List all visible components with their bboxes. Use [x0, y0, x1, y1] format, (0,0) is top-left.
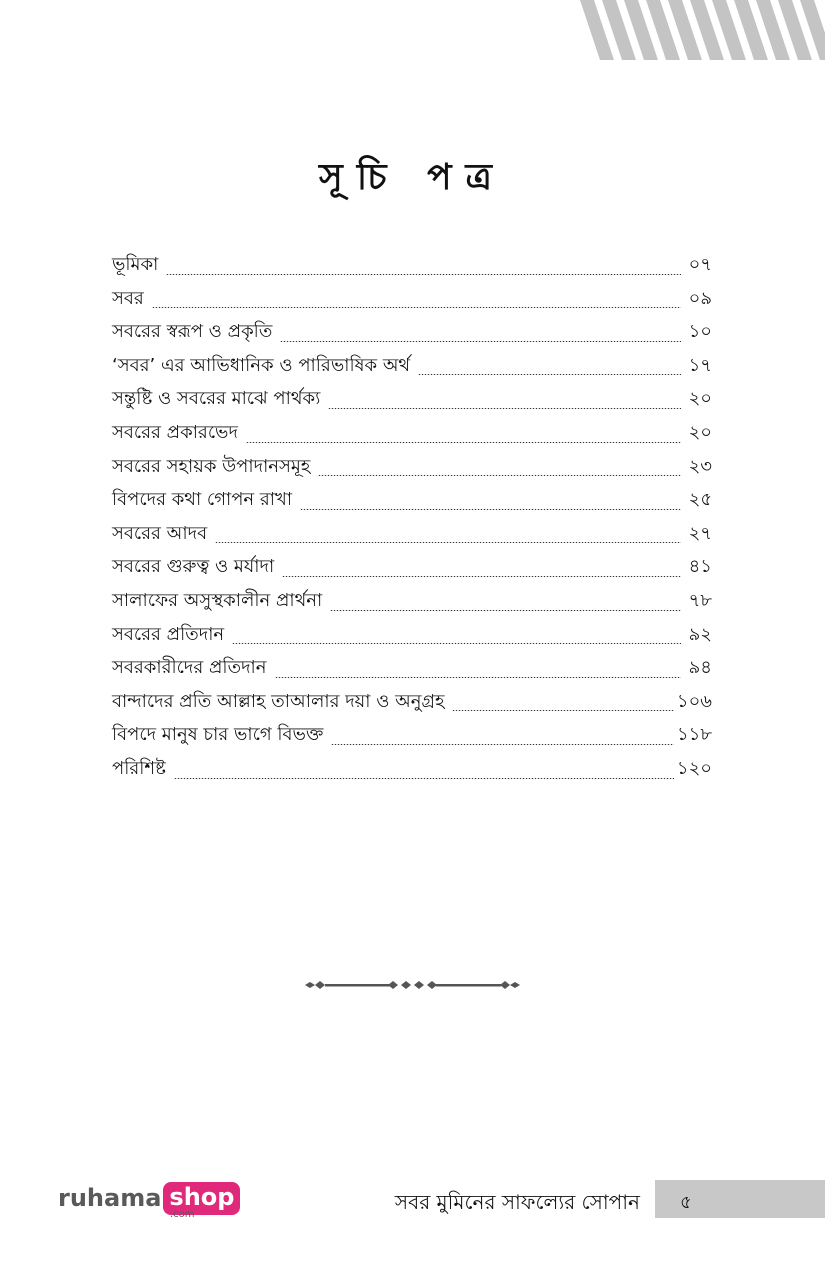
toc-entry-page: ৭৮ — [688, 589, 712, 611]
footer-book-title: সবর মুমিনের সাফল্যের সোপান — [394, 1190, 640, 1214]
toc-dot-leader — [418, 374, 681, 375]
toc-entry-label: সন্তুষ্টি ও সবরের মাঝে পার্থক্য — [112, 388, 321, 410]
toc-row — [112, 317, 712, 351]
toc-entry-page: ৪১ — [688, 556, 712, 578]
toc-row — [112, 519, 712, 553]
toc-entry-label: সবরের প্রকারভেদ — [112, 421, 238, 443]
toc-row — [112, 620, 712, 654]
toc-entry-label: সবরের স্বরূপ ও প্রকৃতি — [112, 321, 273, 343]
toc-row — [112, 586, 712, 620]
toc-dot-leader — [275, 677, 682, 678]
toc-entry-page: ১০৬ — [676, 690, 712, 712]
toc-dot-leader — [174, 778, 674, 779]
toc-entry-label: সবরের প্রতিদান — [112, 623, 225, 645]
toc-dot-leader — [232, 643, 681, 644]
toc-entry-page: ২০ — [688, 388, 712, 410]
page-title: সূচি পত্র — [319, 157, 506, 198]
toc-dot-leader — [152, 307, 681, 308]
toc-entry-page: ২৭ — [688, 522, 712, 544]
corner-stripes-decoration — [580, 0, 825, 60]
toc-row — [112, 754, 712, 788]
publisher-logo — [58, 1178, 240, 1218]
toc-entry-label: বান্দাদের প্রতি আল্লাহ তাআলার দয়া ও অনুগ্রহ — [112, 690, 445, 712]
toc-row — [112, 418, 712, 452]
logo-text-ruhama: ruhama — [58, 1184, 162, 1212]
toc-row — [112, 351, 712, 385]
table-of-contents — [112, 250, 712, 788]
toc-dot-leader — [328, 408, 681, 409]
toc-dot-leader — [215, 542, 681, 543]
toc-row — [112, 284, 712, 318]
toc-dot-leader — [166, 274, 681, 275]
toc-dot-leader — [331, 744, 674, 745]
toc-entry-label: ‘সবর’ এর আভিধানিক ও পারিভাষিক অর্থ — [112, 354, 411, 376]
toc-entry-label: সবরের আদব — [112, 522, 208, 544]
toc-entry-page: ১০ — [688, 321, 712, 343]
toc-entry-label: বিপদে মানুষ চার ভাগে বিভক্ত — [112, 724, 324, 746]
toc-dot-leader — [280, 341, 681, 342]
toc-entry-page: ৯৪ — [688, 657, 712, 679]
toc-entry-page: ২০ — [688, 421, 712, 443]
toc-entry-page: ১৭ — [688, 354, 712, 376]
toc-entry-page: ২৫ — [688, 489, 712, 511]
ornament-divider — [300, 975, 525, 995]
toc-entry-label: সবরের সহায়ক উপাদানসমূহ — [112, 455, 311, 477]
toc-row — [112, 552, 712, 586]
toc-row — [112, 250, 712, 284]
toc-row — [112, 687, 712, 721]
toc-row — [112, 720, 712, 754]
toc-entry-page: ৯২ — [688, 623, 712, 645]
toc-dot-leader — [246, 442, 681, 443]
toc-row — [112, 485, 712, 519]
logo-text-com: .com — [170, 1209, 195, 1220]
toc-row — [112, 384, 712, 418]
toc-entry-label: সালাফের অসুস্থকালীন প্রার্থনা — [112, 589, 323, 611]
logo-text-shop: shop — [163, 1182, 240, 1215]
toc-dot-leader — [318, 475, 681, 476]
footer-page-number: ৫ — [680, 1192, 692, 1213]
toc-dot-leader — [330, 610, 681, 611]
toc-entry-label: সবরকারীদের প্রতিদান — [112, 657, 267, 679]
toc-entry-page: ১২০ — [676, 757, 712, 779]
toc-entry-label: সবরের গুরুত্ব ও মর্যাদা — [112, 556, 275, 578]
toc-entry-label: সবর — [112, 287, 144, 309]
toc-entry-page: ২৩ — [688, 455, 712, 477]
toc-entry-label: বিপদের কথা গোপন রাখা — [112, 489, 293, 511]
toc-row — [112, 452, 712, 486]
toc-dot-leader — [452, 710, 673, 711]
toc-entry-page: ১১৮ — [676, 724, 712, 746]
toc-entry-label: পরিশিষ্ট — [112, 757, 166, 779]
toc-entry-label: ভূমিকা — [112, 254, 159, 275]
toc-dot-leader — [300, 509, 681, 510]
toc-entry-page: ০৯ — [688, 287, 712, 309]
toc-row — [112, 653, 712, 687]
toc-entry-page: ০৭ — [688, 254, 712, 275]
toc-dot-leader — [282, 576, 681, 577]
